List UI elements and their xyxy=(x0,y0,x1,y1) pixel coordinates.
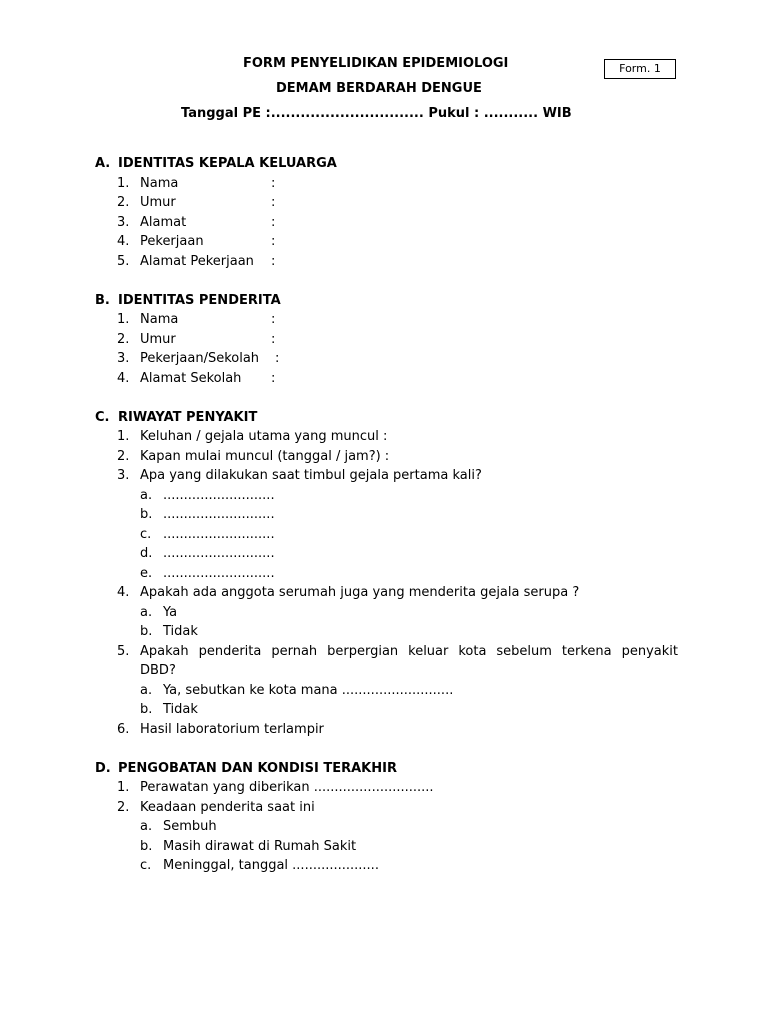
list-number: 2. xyxy=(117,449,130,464)
question-text: Apakah ada anggota serumah juga yang menderita gejala serupa ? xyxy=(140,585,580,600)
field-colon: : xyxy=(271,234,276,249)
section-b-letter: B. xyxy=(95,293,110,308)
field-label: Alamat xyxy=(140,215,187,230)
list-number: 4. xyxy=(117,585,130,600)
option-letter: e. xyxy=(140,566,153,581)
option-letter: a. xyxy=(140,683,153,698)
form-subtitle: DEMAM BERDARAH DENGUE xyxy=(276,81,482,96)
option-letter: a. xyxy=(140,819,153,834)
option-letter: c. xyxy=(140,527,152,542)
option-blank: ........................... xyxy=(163,527,275,542)
list-number: 3. xyxy=(117,351,130,366)
list-number: 6. xyxy=(117,722,130,737)
question-text: Keadaan penderita saat ini xyxy=(140,800,315,815)
section-c-heading: RIWAYAT PENYAKIT xyxy=(118,410,258,425)
option-blank: ........................... xyxy=(163,566,275,581)
list-number: 4. xyxy=(117,371,130,386)
question-text-continued: DBD? xyxy=(140,663,176,678)
question-text: Apakah penderita pernah berpergian keluar kota sebelum terkena penyakit xyxy=(140,644,678,659)
option-text: Ya, sebutkan ke kota mana ........................... xyxy=(163,683,454,698)
option-blank: ........................... xyxy=(163,488,275,503)
section-a-heading: IDENTITAS KEPALA KELUARGA xyxy=(118,156,337,171)
option-letter: c. xyxy=(140,858,152,873)
question-text: Perawatan yang diberikan ............................. xyxy=(140,780,434,795)
list-number: 2. xyxy=(117,800,130,815)
field-colon: : xyxy=(275,351,280,366)
field-label: Nama xyxy=(140,312,179,327)
list-number: 2. xyxy=(117,332,130,347)
list-number: 5. xyxy=(117,254,130,269)
section-d-letter: D. xyxy=(95,761,111,776)
field-label: Pekerjaan xyxy=(140,234,204,249)
list-number: 4. xyxy=(117,234,130,249)
list-number: 1. xyxy=(117,176,130,191)
field-label: Alamat Pekerjaan xyxy=(140,254,254,269)
option-letter: b. xyxy=(140,839,153,854)
field-label: Nama xyxy=(140,176,179,191)
field-colon: : xyxy=(271,371,276,386)
field-colon: : xyxy=(271,215,276,230)
question-text: Kapan mulai muncul (tanggal / jam?) : xyxy=(140,449,390,464)
field-colon: : xyxy=(271,176,276,191)
form-number-box: Form. 1 xyxy=(604,59,676,79)
date-time-line: Tanggal PE :............................... Pukul : ........... WIB xyxy=(181,106,572,121)
option-text: Meninggal, tanggal ..................... xyxy=(163,858,379,873)
option-letter: a. xyxy=(140,488,153,503)
option-letter: b. xyxy=(140,507,153,522)
field-colon: : xyxy=(271,254,276,269)
section-b-heading: IDENTITAS PENDERITA xyxy=(118,293,281,308)
section-d-heading: PENGOBATAN DAN KONDISI TERAKHIR xyxy=(118,761,397,776)
option-blank: ........................... xyxy=(163,546,275,561)
option-text: Ya xyxy=(163,605,178,620)
list-number: 3. xyxy=(117,215,130,230)
section-a-letter: A. xyxy=(95,156,111,171)
option-text: Sembuh xyxy=(163,819,217,834)
question-text: Apa yang dilakukan saat timbul gejala pertama kali? xyxy=(140,468,482,483)
option-letter: a. xyxy=(140,605,153,620)
list-number: 1. xyxy=(117,429,130,444)
field-label: Alamat Sekolah xyxy=(140,371,242,386)
option-text: Masih dirawat di Rumah Sakit xyxy=(163,839,357,854)
list-number: 1. xyxy=(117,780,130,795)
question-text: Keluhan / gejala utama yang muncul : xyxy=(140,429,388,444)
list-number: 5. xyxy=(117,644,130,659)
field-colon: : xyxy=(271,332,276,347)
field-colon: : xyxy=(271,195,276,210)
field-label: Umur xyxy=(140,195,176,210)
option-letter: b. xyxy=(140,702,153,717)
field-colon: : xyxy=(271,312,276,327)
option-letter: d. xyxy=(140,546,153,561)
list-number: 3. xyxy=(117,468,130,483)
option-letter: b. xyxy=(140,624,153,639)
list-number: 2. xyxy=(117,195,130,210)
list-number: 1. xyxy=(117,312,130,327)
form-title: FORM PENYELIDIKAN EPIDEMIOLOGI xyxy=(243,56,509,71)
question-text: Hasil laboratorium terlampir xyxy=(140,722,324,737)
section-c-letter: C. xyxy=(95,410,110,425)
field-label: Umur xyxy=(140,332,176,347)
option-blank: ........................... xyxy=(163,507,275,522)
field-label: Pekerjaan/Sekolah xyxy=(140,351,260,366)
option-text: Tidak xyxy=(163,702,198,717)
option-text: Tidak xyxy=(163,624,198,639)
